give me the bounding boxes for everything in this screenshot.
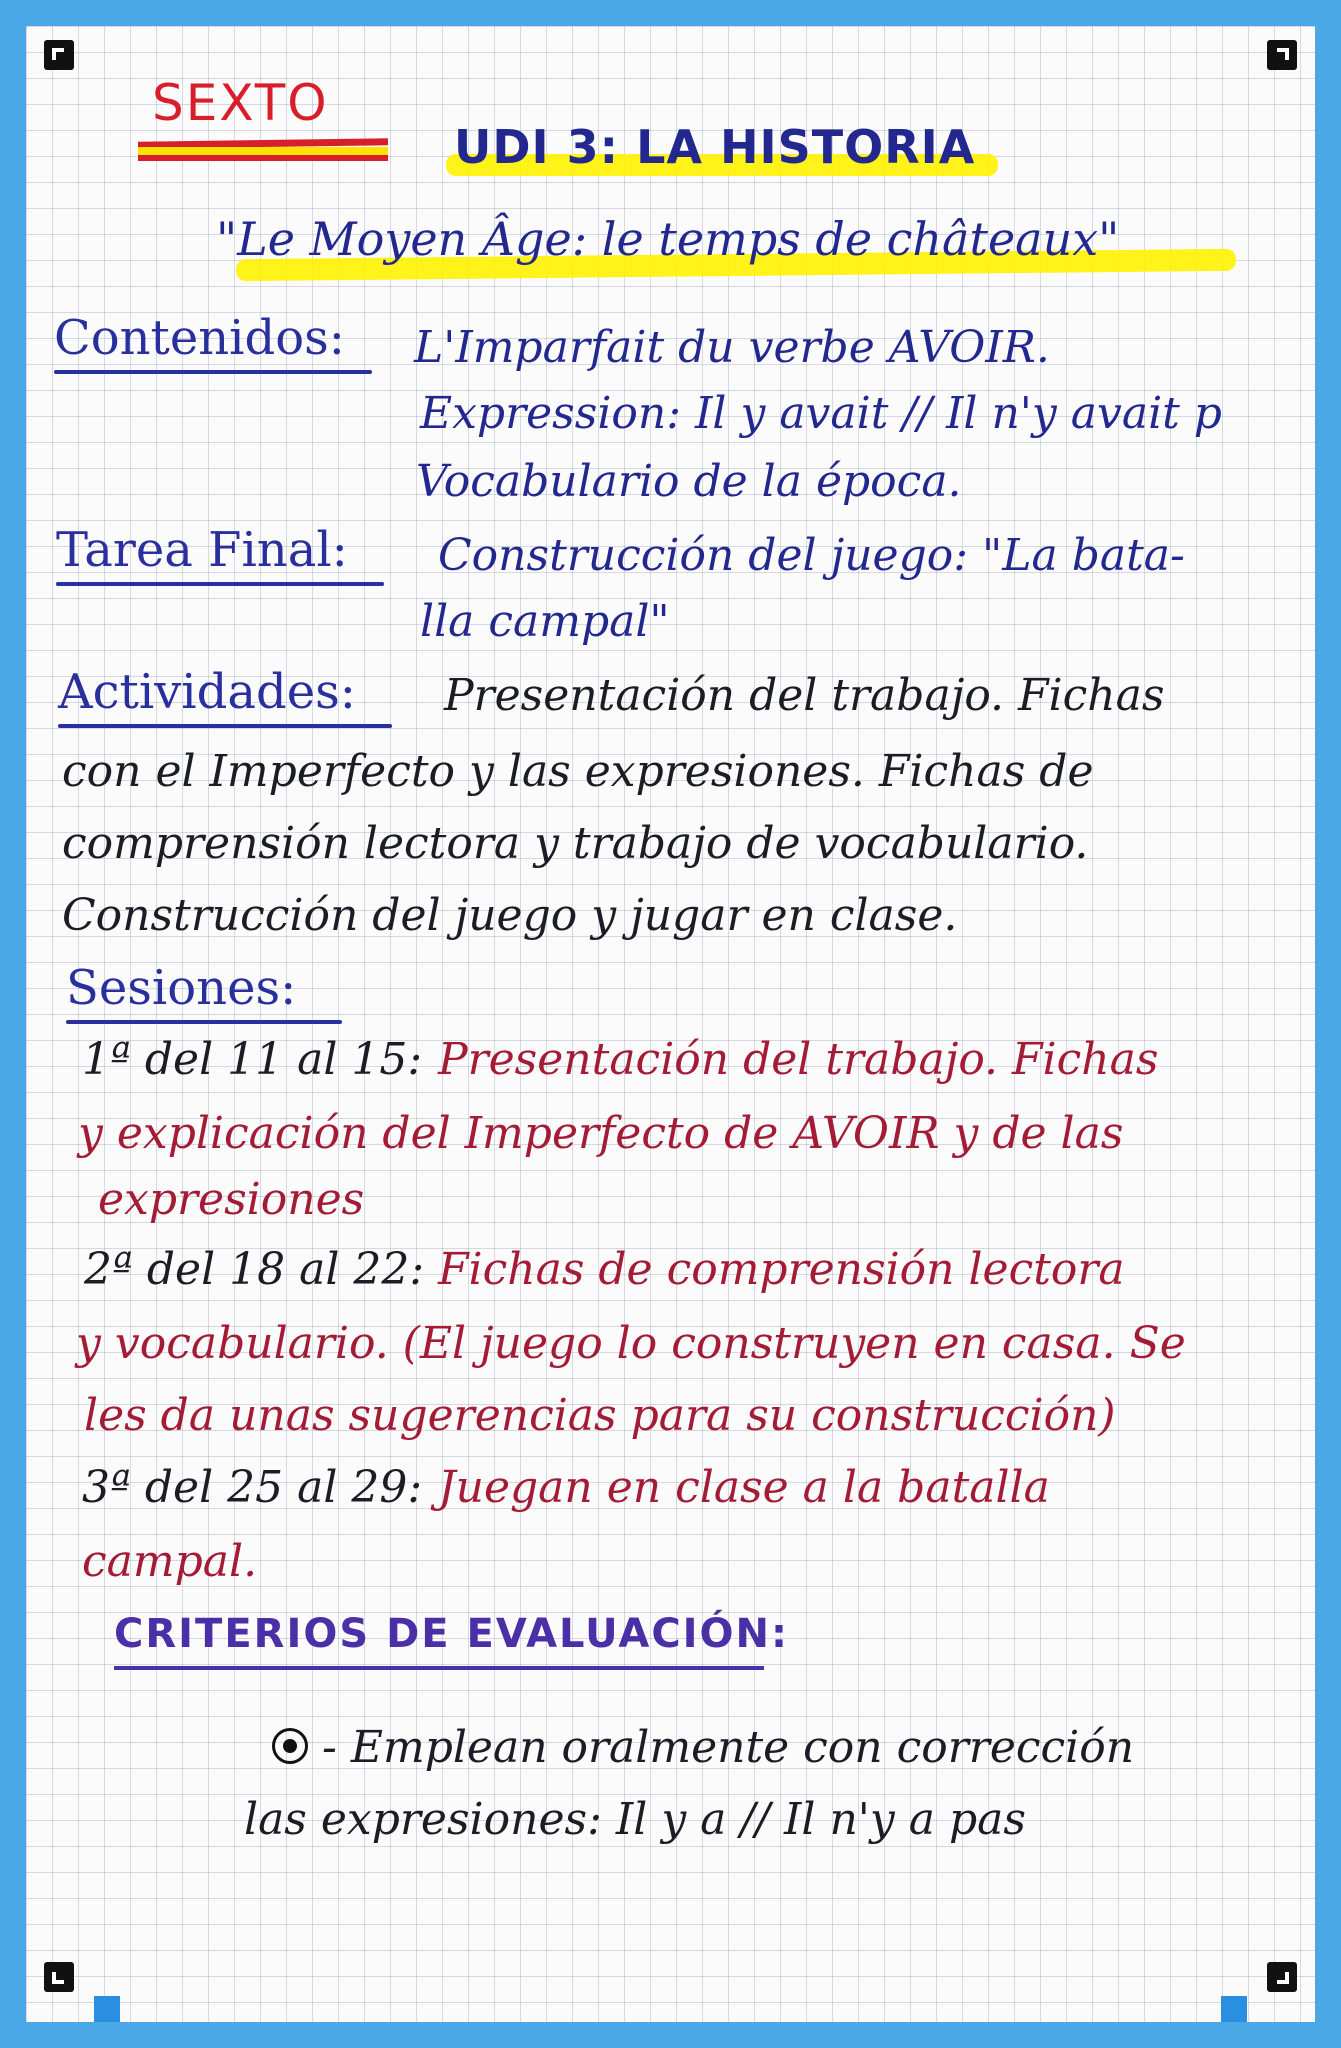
sesiones-label: Sesiones:: [66, 960, 297, 1016]
corner-marker-icon: [1267, 1962, 1297, 1992]
contenidos-underline: [54, 370, 372, 374]
session-line: expresiones: [98, 1174, 365, 1225]
criterio-line: las expresiones: Il y a // Il n'y a pas: [244, 1794, 1026, 1845]
tarea-final-line: Construcción del juego: "La bata-: [438, 530, 1185, 581]
criterios-label: CRITERIOS DE EVALUACIÓN:: [114, 1611, 790, 1657]
unit-subtitle: "Le Moyen Âge: le temps de châteaux": [216, 212, 1120, 266]
unit-title: UDI 3: LA HISTORIA: [454, 120, 976, 174]
spain-flag-underline-icon: [138, 140, 388, 162]
contenidos-line: Expression: Il y avait // Il n'y avait p: [420, 388, 1222, 439]
corner-marker-icon: [1267, 40, 1297, 70]
tarea-final-underline: [56, 582, 384, 586]
criterios-underline: [114, 1666, 764, 1670]
tarea-final-label: Tarea Final:: [56, 522, 348, 578]
radio-bullet-icon: [272, 1728, 308, 1764]
session-line: y vocabulario. (El juego lo construyen en casa. Se: [76, 1318, 1186, 1369]
actividades-line: comprensión lectora y trabajo de vocabulario.: [62, 818, 1089, 869]
actividades-line: con el Imperfecto y las expresiones. Fichas de: [62, 746, 1094, 797]
session-line: Juegan en clase a la batalla: [438, 1462, 1050, 1513]
actividades-line: Presentación del trabajo. Fichas: [444, 670, 1165, 721]
session-line: Presentación del trabajo. Fichas: [438, 1034, 1159, 1085]
sesiones-underline: [66, 1020, 342, 1024]
session-lead: 3ª del 25 al 29:: [82, 1462, 423, 1513]
contenidos-line: L'Imparfait du verbe AVOIR.: [414, 322, 1050, 373]
session-lead: 1ª del 11 al 15:: [82, 1034, 423, 1085]
tarea-final-line: lla campal": [420, 596, 670, 647]
grade-title: SEXTO: [152, 74, 329, 132]
actividades-line: Construcción del juego y jugar en clase.: [62, 890, 958, 941]
session-line: les da unas sugerencias para su construcción): [84, 1390, 1116, 1441]
session-line: Fichas de comprensión lectora: [438, 1244, 1125, 1295]
session-lead: 2ª del 18 al 22:: [84, 1244, 425, 1295]
contenidos-line: Vocabulario de la época.: [416, 456, 962, 507]
contenidos-label: Contenidos:: [54, 310, 345, 366]
corner-marker-icon: [44, 1962, 74, 1992]
session-line: campal.: [82, 1536, 258, 1587]
corner-marker-icon: [44, 40, 74, 70]
session-line: y explicación del Imperfecto de AVOIR y de las: [78, 1108, 1124, 1159]
edge-marker-icon: [94, 1996, 120, 2022]
grid-paper: [26, 26, 1315, 2022]
criterio-line: - Emplean oralmente con corrección: [322, 1722, 1135, 1773]
actividades-underline: [58, 724, 392, 728]
edge-marker-icon: [1221, 1996, 1247, 2022]
actividades-label: Actividades:: [58, 664, 356, 720]
